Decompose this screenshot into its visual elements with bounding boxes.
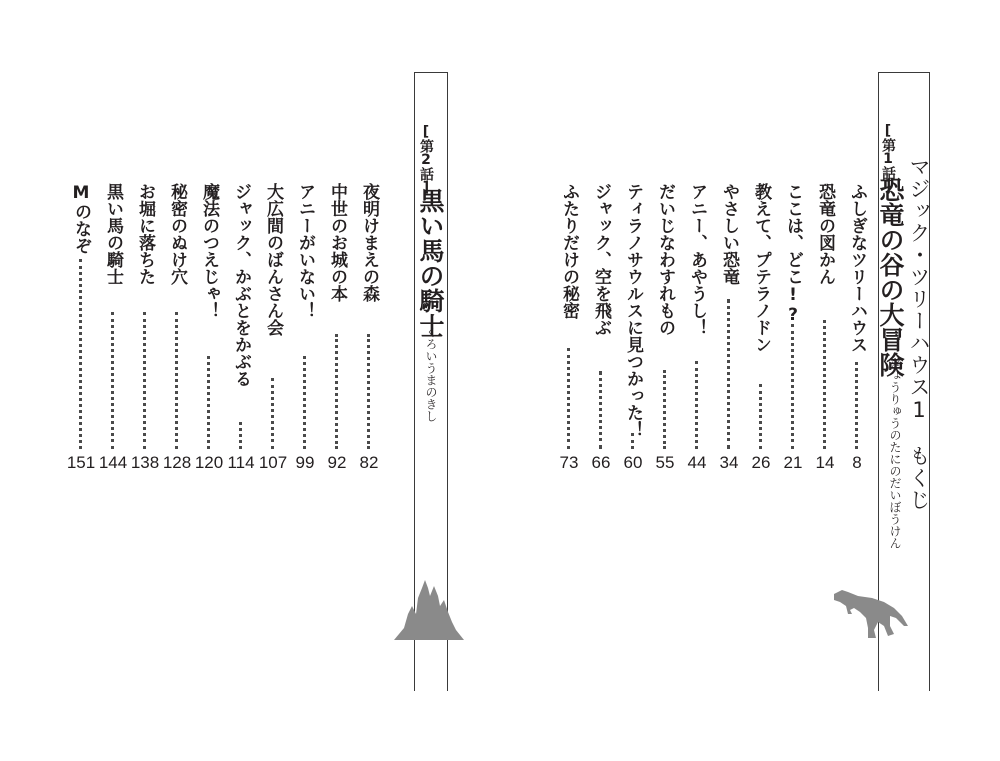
dot-leader — [663, 370, 666, 449]
toc-entry-page: 114 — [227, 453, 255, 472]
chapter-2-label: [第2話] — [418, 124, 434, 195]
toc-entry-page: 60 — [623, 453, 643, 472]
toc-entry — [326, 183, 348, 473]
dot-leader — [791, 324, 794, 449]
toc-entry-title: ふたりだけの秘密 — [559, 183, 579, 319]
toc-entry — [194, 183, 224, 473]
dot-leader — [143, 312, 146, 449]
toc-entry-title: アニー、あやうし！ — [687, 183, 707, 336]
dot-leader — [855, 362, 858, 449]
toc-entry-page: 82 — [359, 453, 379, 472]
toc-entry-title: Mのなぞ — [71, 183, 91, 254]
toc-entry-page: 120 — [194, 453, 224, 472]
toc-entry-title: だいじなわすれもの — [655, 183, 675, 336]
dot-leader — [695, 361, 698, 449]
dot-leader — [239, 422, 242, 449]
series-title: マジック・ツリーハウス1 もくじ — [907, 156, 931, 511]
dot-leader — [303, 356, 306, 449]
toc-entry-page: 66 — [591, 453, 611, 472]
dot-leader — [207, 356, 210, 449]
toc-entry — [358, 183, 380, 473]
toc-entry-title: 魔法のつえじゃ！ — [199, 183, 219, 319]
toc-entry — [558, 183, 580, 473]
toc-entry-title: 黒い馬の騎士 — [103, 183, 123, 285]
toc-entry-title: 夜明けまえの森 — [359, 183, 379, 302]
chapter-2-reading: くろいうまのきし — [424, 326, 438, 422]
dot-leader — [367, 334, 370, 449]
toc-entry — [846, 183, 868, 473]
toc-entry-title: 秘密のぬけ穴 — [167, 183, 187, 285]
castle-illustration — [394, 578, 464, 640]
dot-leader — [79, 259, 82, 449]
dot-leader — [335, 334, 338, 449]
chapter-1-reading: きょうりゅうのたにのだいぼうけん — [888, 357, 902, 549]
dot-leader — [599, 371, 602, 449]
toc-entry-page: 128 — [162, 453, 192, 472]
dot-leader — [759, 384, 762, 449]
toc-entry — [98, 183, 128, 473]
toc-entry — [590, 183, 612, 473]
toc-entry-title: お堀に落ちた — [135, 183, 155, 285]
toc-entry-page: 26 — [751, 453, 771, 472]
toc-entry-title: ジャック、空を飛ぶ — [591, 183, 611, 336]
toc-entry-title: やさしい恐竜 — [719, 183, 739, 285]
toc-entry-page: 92 — [327, 453, 347, 472]
toc-entry-title: 大広間のばんさん会 — [263, 183, 283, 336]
toc-entry-title: アニーがいない！ — [295, 183, 315, 319]
toc-entry — [814, 183, 836, 473]
toc-entry — [654, 183, 676, 473]
dot-leader — [631, 433, 634, 449]
toc-entry-title: ティラノサウルスに見つかった！ — [623, 183, 643, 438]
toc-entry-title: 中世のお城の本 — [327, 183, 347, 302]
toc-entry — [258, 183, 288, 473]
toc-entry-title: ジャック、かぶとをかぶる — [231, 183, 251, 387]
dot-leader — [823, 320, 826, 449]
toc-entry-page: 151 — [66, 453, 96, 472]
chapter-1-title: 恐竜の谷の大冒険 — [876, 177, 905, 377]
toc-entry — [294, 183, 316, 473]
toc-entry-page: 14 — [815, 453, 835, 472]
toc-entry-title: 恐竜の図かん — [815, 183, 835, 285]
toc-entry-page: 138 — [130, 453, 160, 472]
toc-entry-page: 73 — [559, 453, 579, 472]
toc-entry-page: 55 — [655, 453, 675, 472]
toc-entry-page: 44 — [687, 453, 707, 472]
dot-leader — [727, 299, 730, 449]
toc-entry-title: ふしぎなツリーハウス — [847, 183, 867, 353]
dot-leader — [567, 348, 570, 449]
chapter-2-title: 黒い馬の騎士 — [416, 188, 445, 338]
toc-entry-title: 教えて、プテラノドン — [751, 183, 771, 353]
toc-entry-page: 144 — [98, 453, 128, 472]
toc-entry — [622, 183, 644, 473]
toc-entry-page: 21 — [783, 453, 803, 472]
toc-entry-page: 99 — [295, 453, 315, 472]
chapter-1-label: [第1話] — [880, 123, 896, 194]
toc-entry-page: 34 — [719, 453, 739, 472]
toc-entry-title: ここは、どこ!? — [783, 183, 803, 325]
toc-entry — [162, 183, 192, 473]
toc-entry-page: 8 — [852, 453, 862, 472]
dot-leader — [175, 312, 178, 449]
toc-entry — [718, 183, 740, 473]
toc-entry — [66, 183, 96, 473]
toc-entry-page: 107 — [258, 453, 288, 472]
toc-entry — [227, 183, 255, 473]
tyrannosaurus-illustration — [832, 582, 910, 640]
dot-leader — [111, 312, 114, 449]
dot-leader — [271, 378, 274, 449]
toc-entry — [750, 183, 772, 473]
toc-entry — [686, 183, 708, 473]
toc-entry — [782, 183, 804, 473]
toc-entry — [130, 183, 160, 473]
